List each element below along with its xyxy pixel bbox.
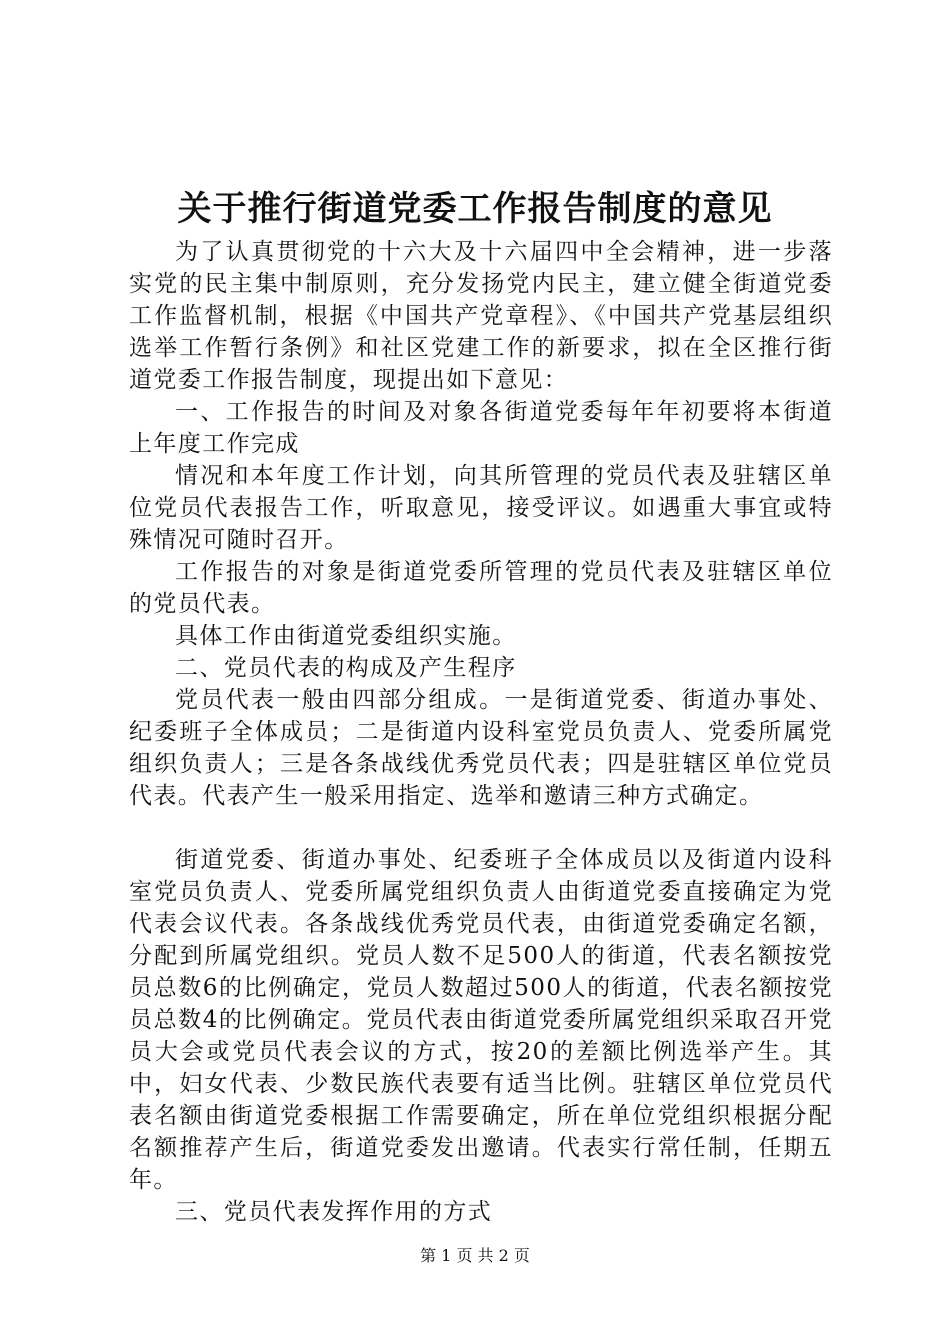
paragraph-section-3-heading: 三、党员代表发挥作用的方式: [175, 1199, 493, 1225]
paragraph-section-2-heading: 二、党员代表的构成及产生程序: [175, 655, 517, 681]
paragraph-representative-composition: 党员代表一般由四部分组成。一是街道党委、街道办事处、纪委班子全体成员；二是街道内设科室党员负责人、党委所属党组织负责人；三是各条战线优秀党员代表；四是驻辖区单位党员代表。代表产生一般采用指定、选举和邀请三种方式确定。: [129, 687, 833, 809]
paragraph-report-audience: 工作报告的对象是街道党委所管理的党员代表及驻辖区单位的党员代表。: [129, 559, 833, 617]
paragraph-intro: 为了认真贯彻党的十六大及十六届四中全会精神，进一步落实党的民主集中制原则，充分发扬党内民主，建立健全街道党委工作监督机制，根据《中国共产党章程》、《中国共产党基层组织选举工作暂行条例》和社区党建工作的新要求，拟在全区推行街道党委工作报告制度，现提出如下意见：: [129, 239, 833, 393]
paragraph-implementation: 具体工作由街道党委组织实施。: [175, 623, 517, 649]
document-title: 关于推行街道党委工作报告制度的意见: [177, 189, 773, 229]
document-body: [129, 236, 833, 1228]
paragraph-section-1-heading: 一、工作报告的时间及对象各街道党委每年年初要将本街道上年度工作完成: [129, 399, 833, 457]
paragraph-representative-selection: 街道党委、街道办事处、纪委班子全体成员以及街道内设科室党员负责人、党委所属党组织负责人由街道党委直接确定为党代表会议代表。各条战线优秀党员代表，由街道党委确定名额，分配到所属党组织。党员人数不足500人的街道，代表名额按党员总数6的比例确定，党员人数超过500人的街道，代表名额按党员总数4的比例确定。党员代表由街道党委所属党组织采取召开党员大会或党员代表会议的方式，按20的差额比例选举产生。其中，妇女代表、少数民族代表要有适当比例。驻辖区单位党员代表名额由街道党委根据工作需要确定，所在单位党组织根据分配名额推荐产生后，街道党委发出邀请。代表实行常任制，任期五年。: [129, 847, 833, 1193]
page-footer: 第 1 页 共 2 页: [420, 1246, 530, 1265]
paragraph-report-content: 情况和本年度工作计划，向其所管理的党员代表及驻辖区单位党员代表报告工作，听取意见，接受评议。如遇重大事宜或特殊情况可随时召开。: [129, 463, 833, 553]
